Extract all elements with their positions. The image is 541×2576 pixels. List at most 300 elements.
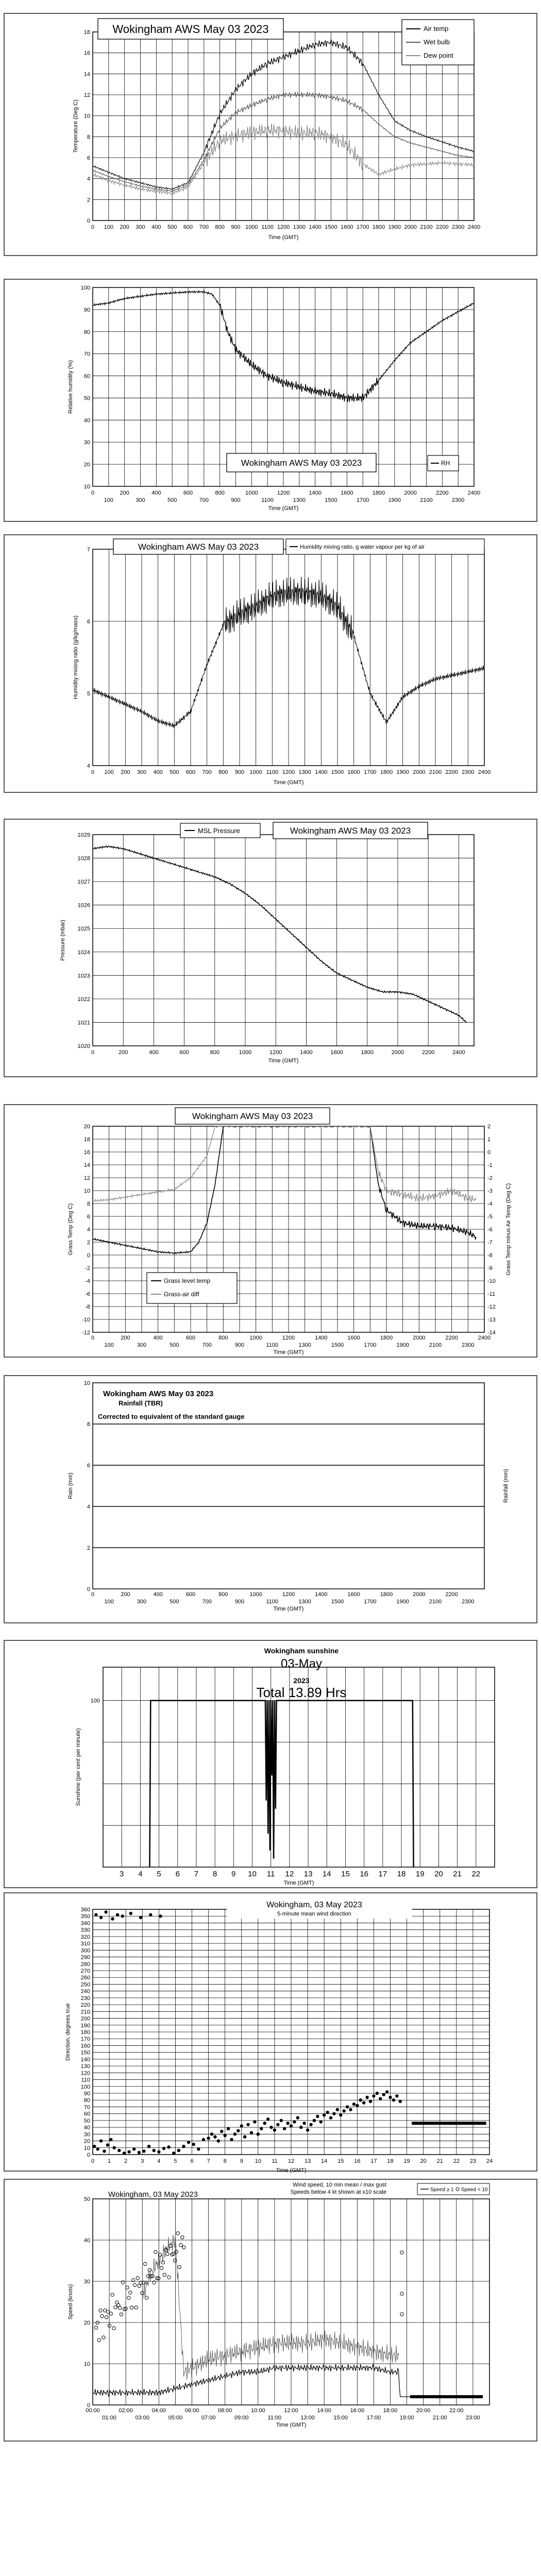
- data-point: [336, 2108, 339, 2111]
- x-tick-label: 1700: [364, 1599, 377, 1605]
- x-tick-label: 400: [153, 1591, 163, 1598]
- x-tick-label: 1700: [356, 497, 369, 503]
- y-axis-label: Direction, degrees true: [65, 2003, 71, 2061]
- x-tick-label: 800: [218, 1335, 228, 1341]
- x-tick-label: 21:00: [432, 2415, 447, 2421]
- data-point: [113, 2146, 116, 2149]
- y-tick-label: 1025: [77, 926, 90, 933]
- data-point: [127, 2150, 130, 2154]
- data-point: [129, 1912, 132, 1915]
- data-point: [299, 2126, 302, 2129]
- x-tick-label: 1800: [380, 1335, 393, 1341]
- x-tick-label: 1900: [396, 1342, 409, 1348]
- y-tick-label: -12: [82, 1330, 90, 1336]
- y-tick-label: 30: [83, 439, 90, 446]
- legend-label: Speed ≥ 1: [430, 2187, 454, 2193]
- x-tick-label: 2: [124, 2158, 128, 2164]
- x-tick-label: 2400: [452, 1049, 465, 1056]
- chart-subtitle: Wind speed, 10 min mean / max gust: [293, 2182, 386, 2188]
- data-point: [149, 1913, 152, 1916]
- y-tick-label: 1024: [77, 949, 90, 956]
- data-point: [276, 2123, 279, 2126]
- y-tick-label: 50: [83, 2196, 90, 2202]
- x-tick-label: 2000: [404, 224, 417, 230]
- y-tick-label: 280: [80, 1961, 90, 1968]
- y-tick-label: 20: [83, 2320, 90, 2326]
- x-tick-label: 2100: [429, 1599, 442, 1605]
- y-tick-label: 0: [87, 1586, 90, 1592]
- x-tick-label: 1400: [300, 1049, 313, 1056]
- y-tick-label: 200: [80, 2015, 90, 2022]
- data-point: [213, 2135, 216, 2138]
- data-point: [157, 2150, 160, 2154]
- y-tick-label: 30: [83, 2279, 90, 2285]
- y-axis-label: Sunshine (per cent per minute): [75, 1728, 81, 1806]
- x-tick-label: 800: [210, 1049, 219, 1056]
- sunshine-chart: [0, 1638, 541, 1891]
- x-tick-label: 1000: [239, 1049, 252, 1056]
- x-tick-label: 2300: [462, 1599, 475, 1605]
- y-tick-label: 80: [83, 329, 90, 335]
- x-tick-label: 200: [120, 224, 129, 230]
- chart-title: Wokingham AWS May 03 2023: [112, 22, 269, 36]
- x-tick-label: 11:00: [267, 2415, 282, 2421]
- x-tick-label: 1800: [372, 490, 385, 496]
- x-tick-label: 1500: [331, 1599, 344, 1605]
- x-tick-label: 22:00: [449, 2408, 464, 2414]
- x-tick-label: 12: [285, 1870, 294, 1878]
- data-point: [326, 2111, 329, 2114]
- y-tick-label: -11: [487, 1291, 496, 1297]
- chart-title: Wokingham AWS May 03 2023: [138, 542, 259, 552]
- y2-axis-label: Grass Temp minus Air Temp (Deg C): [505, 1183, 512, 1276]
- x-tick-label: 1700: [364, 1342, 377, 1348]
- y-tick-label: 20: [83, 462, 90, 468]
- legend-label: Grass-air diff: [164, 1291, 199, 1298]
- data-point: [388, 2096, 392, 2099]
- data-point: [117, 2149, 121, 2152]
- data-point: [323, 2113, 326, 2116]
- x-tick-label: 300: [137, 1599, 147, 1605]
- data-point: [223, 2134, 226, 2137]
- y-tick-label: 12: [83, 92, 90, 98]
- x-tick-label: 5: [157, 1870, 161, 1878]
- data-point: [93, 2145, 96, 2148]
- wind-direction-chart: [0, 1891, 541, 2179]
- y-tick-label: 6: [87, 1463, 90, 1469]
- data-point: [379, 2097, 382, 2100]
- y-tick-label: 310: [80, 1941, 90, 1947]
- data-point: [202, 2138, 205, 2141]
- x-tick-label: 2100: [429, 769, 442, 775]
- x-axis-label: Time (GMT): [273, 1606, 304, 1612]
- x-tick-label: 1600: [330, 1049, 343, 1056]
- x-tick-label: 11: [266, 1870, 275, 1878]
- y-tick-label: 0: [87, 2402, 90, 2409]
- y-tick-label: 10: [83, 484, 90, 490]
- y-axis-label: Grass Temp (Deg C): [67, 1203, 74, 1256]
- chart-annotation: Corrected to equivalent of the standard gauge: [98, 1413, 245, 1420]
- x-tick-label: 1400: [315, 769, 328, 775]
- x-tick-label: 800: [218, 769, 228, 775]
- y-tick-label: 240: [80, 1988, 90, 1995]
- y-tick-label: 70: [83, 2104, 90, 2111]
- x-tick-label: 18:00: [383, 2408, 398, 2414]
- y-tick-label: 2: [87, 197, 90, 204]
- x-tick-label: 1800: [380, 769, 393, 775]
- x-tick-label: 2200: [436, 490, 449, 496]
- y-tick-label: -13: [487, 1317, 496, 1323]
- y-tick-label: 150: [80, 2049, 90, 2056]
- y-tick-label: 90: [83, 2091, 90, 2097]
- y-tick-label: 1021: [77, 1020, 90, 1026]
- y-axis-label: Pressure (mbar): [60, 920, 66, 961]
- legend-label: Wet bulb: [424, 38, 450, 46]
- x-tick-label: 1900: [396, 769, 409, 775]
- x-tick-label: 1000: [245, 490, 258, 496]
- data-point: [349, 2108, 352, 2111]
- x-tick-label: 2000: [404, 490, 417, 496]
- x-tick-label: 400: [153, 769, 163, 775]
- x-tick-label: 0: [91, 2158, 95, 2164]
- y-tick-label: 10: [83, 2145, 90, 2151]
- data-point: [260, 2127, 263, 2130]
- y-tick-label: -4: [85, 1278, 90, 1284]
- y-tick-label: -2: [85, 1265, 90, 1272]
- data-point: [210, 2132, 213, 2136]
- x-tick-label: 13:00: [300, 2415, 315, 2421]
- data-point: [99, 2139, 103, 2142]
- data-point: [147, 2145, 150, 2148]
- y-tick-label: 4: [87, 1227, 90, 1233]
- y-axis-label: Relative humidity (%): [67, 360, 74, 414]
- x-tick-label: 1600: [347, 1335, 360, 1341]
- data-point: [253, 2120, 256, 2123]
- x-tick-label: 7: [194, 1870, 199, 1878]
- x-tick-label: 2400: [478, 1335, 491, 1341]
- chart-subtitle: 5-minute mean wind direction: [277, 1911, 351, 1917]
- x-tick-label: 21: [436, 2158, 443, 2164]
- x-tick-label: 13: [304, 2158, 311, 2164]
- y-tick-label: 1028: [77, 855, 90, 862]
- x-tick-label: 23: [469, 2158, 477, 2164]
- x-tick-label: 100: [104, 497, 114, 503]
- x-tick-label: 16: [360, 1870, 369, 1878]
- x-axis-label: Time (GMT): [268, 234, 299, 241]
- data-point: [365, 2096, 368, 2099]
- grass-temp-chart: [0, 1087, 541, 1365]
- y-tick-label: 0: [87, 1252, 90, 1259]
- x-tick-label: 900: [234, 769, 245, 775]
- x-tick-label: 1400: [309, 224, 322, 230]
- x-tick-label: 19: [415, 1870, 425, 1878]
- data-point: [177, 2149, 180, 2152]
- x-tick-label: 1600: [347, 769, 360, 775]
- y-tick-label: 6: [87, 1214, 90, 1220]
- y-tick-label: 1026: [77, 902, 90, 909]
- y-tick-label: 270: [80, 1968, 90, 1974]
- x-tick-label: 1100: [266, 1599, 279, 1605]
- x-tick-label: 1100: [261, 224, 274, 230]
- data-point: [376, 2092, 379, 2095]
- y-tick-label: 0: [87, 218, 90, 224]
- x-tick-label: 7: [207, 2158, 210, 2164]
- y-tick-label: -4: [487, 1201, 493, 1207]
- x-tick-label: 1600: [347, 1591, 360, 1598]
- humidity-chart: [0, 268, 541, 531]
- y-tick-label: -8: [487, 1252, 493, 1259]
- data-point: [329, 2116, 332, 2119]
- data-point: [116, 1913, 119, 1916]
- x-tick-label: 1900: [388, 497, 401, 503]
- wind-speed-chart: [0, 2179, 541, 2447]
- x-tick-label: 01:00: [102, 2415, 116, 2421]
- y-tick-label: 0: [87, 2152, 90, 2158]
- pressure-chart: [0, 809, 541, 1087]
- y-tick-label: 80: [83, 2097, 90, 2104]
- data-point: [162, 2147, 165, 2150]
- x-tick-label: 1500: [331, 1342, 344, 1348]
- y-tick-label: 340: [80, 1920, 90, 1927]
- y-tick-label: 10: [83, 113, 90, 120]
- x-tick-label: 400: [151, 490, 161, 496]
- x-tick-label: 2200: [445, 1591, 458, 1598]
- x-axis-label: Time (GMT): [276, 2422, 307, 2428]
- data-point: [243, 2135, 246, 2138]
- chart-title: Wokingham, 03 May 2023: [266, 1901, 362, 1909]
- x-tick-label: 2100: [420, 497, 433, 503]
- data-point: [246, 2123, 249, 2126]
- x-tick-label: 3: [141, 2158, 144, 2164]
- y-tick-label: -5: [487, 1214, 493, 1220]
- y-tick-label: 7: [87, 547, 90, 553]
- y-tick-label: 180: [80, 2029, 90, 2036]
- y-tick-label: 40: [83, 417, 90, 424]
- data-point: [197, 2147, 200, 2150]
- data-point: [372, 2094, 375, 2097]
- x-tick-label: 1100: [266, 769, 279, 775]
- x-tick-label: 13: [303, 1870, 313, 1878]
- data-point: [266, 2117, 269, 2121]
- y-tick-label: 130: [80, 2063, 90, 2070]
- y-tick-label: 50: [83, 2117, 90, 2124]
- x-tick-label: 14: [321, 2158, 328, 2164]
- x-tick-label: 2200: [436, 224, 449, 230]
- x-tick-label: 23:00: [466, 2415, 480, 2421]
- chart-title: Wokingham AWS May 03 2023: [290, 826, 411, 836]
- data-point: [138, 2151, 141, 2154]
- x-tick-label: 05:00: [168, 2415, 183, 2421]
- x-tick-label: 9: [240, 2158, 243, 2164]
- data-point: [103, 2149, 106, 2153]
- y-tick-label: 1: [487, 1137, 491, 1143]
- x-tick-label: 17: [378, 1870, 387, 1878]
- x-tick-label: 21: [453, 1870, 462, 1878]
- y-tick-label: 20: [83, 1124, 90, 1130]
- data-point: [111, 1917, 114, 1920]
- x-tick-label: 1000: [245, 224, 258, 230]
- x-tick-label: 10: [255, 2158, 261, 2164]
- y-tick-label: 100: [80, 285, 90, 291]
- x-tick-label: 1100: [266, 1342, 279, 1348]
- x-tick-label: 0: [91, 1591, 95, 1598]
- x-tick-label: 03:00: [135, 2415, 150, 2421]
- x-tick-label: 200: [121, 1335, 130, 1341]
- x-tick-label: 900: [231, 497, 241, 503]
- y-tick-label: 16: [83, 1149, 90, 1156]
- x-tick-label: 2400: [478, 769, 491, 775]
- x-tick-label: 1200: [282, 769, 295, 775]
- y-tick-label: 10: [83, 2361, 90, 2367]
- x-tick-label: 3: [120, 1870, 124, 1878]
- x-tick-label: 1200: [269, 1049, 282, 1056]
- pressure-chart-panel: [0, 809, 541, 1087]
- data-point: [94, 1913, 97, 1916]
- x-tick-label: 22: [471, 1870, 481, 1878]
- data-point: [302, 2122, 306, 2125]
- x-tick-label: 1700: [364, 769, 377, 775]
- chart-subtitle: Rainfall (TBR): [119, 1399, 163, 1407]
- data-point: [132, 2147, 136, 2150]
- data-point: [399, 2100, 402, 2103]
- data-point: [109, 2138, 112, 2141]
- x-tick-label: 20:00: [416, 2408, 431, 2414]
- data-point: [123, 2151, 126, 2155]
- y-tick-label: 60: [83, 373, 90, 380]
- y-tick-label: -3: [487, 1188, 493, 1194]
- x-tick-label: 1500: [331, 769, 344, 775]
- y-tick-label: 70: [83, 351, 90, 358]
- chart-title: Wokingham AWS May 03 2023: [192, 1111, 313, 1122]
- y-tick-label: 10: [83, 1188, 90, 1194]
- data-point: [233, 2132, 236, 2136]
- data-point: [309, 2123, 312, 2126]
- x-tick-label: 2000: [413, 769, 426, 775]
- temperature-chart: [0, 0, 541, 268]
- x-axis-label: Time (GMT): [268, 1058, 299, 1064]
- y-tick-label: 100: [80, 2083, 90, 2090]
- x-tick-label: 1800: [380, 1591, 393, 1598]
- data-point: [220, 2130, 223, 2133]
- x-tick-label: 600: [179, 1049, 189, 1056]
- y-tick-label: 330: [80, 1927, 90, 1934]
- y-tick-label: 1027: [77, 879, 90, 886]
- x-tick-label: 00:00: [86, 2408, 100, 2414]
- x-tick-label: 6: [175, 1870, 180, 1878]
- x-tick-label: 1300: [298, 1599, 311, 1605]
- data-point: [280, 2119, 283, 2122]
- wind-direction-chart-panel: [0, 1891, 541, 2179]
- x-tick-label: 18: [387, 2158, 394, 2164]
- y-tick-label: -10: [82, 1317, 90, 1323]
- x-tick-label: 2000: [413, 1591, 426, 1598]
- y-tick-label: 5: [87, 691, 90, 697]
- x-tick-label: 400: [153, 1335, 163, 1341]
- x-tick-label: 900: [231, 224, 241, 230]
- x-tick-label: 4: [138, 1870, 143, 1878]
- data-point: [217, 2139, 220, 2142]
- data-point: [385, 2090, 388, 2093]
- x-tick-label: 8: [212, 1870, 217, 1878]
- x-tick-label: 300: [136, 497, 145, 503]
- x-tick-label: 1: [108, 2158, 111, 2164]
- y-tick-label: -10: [487, 1278, 496, 1284]
- x-tick-label: 20: [434, 1870, 443, 1878]
- y-tick-label: 14: [83, 1162, 90, 1168]
- legend-label: MSL Pressure: [198, 827, 240, 835]
- y-tick-label: 4: [87, 763, 90, 769]
- data-point: [352, 2103, 356, 2106]
- panel-frame: [4, 2179, 537, 2441]
- data-point: [192, 2143, 195, 2146]
- y-tick-label: 18: [83, 29, 90, 36]
- x-tick-label: 200: [119, 1049, 128, 1056]
- y-axis-label: Speed (knots): [67, 2284, 74, 2320]
- y-tick-label: 8: [87, 134, 90, 141]
- x-tick-label: 400: [149, 1049, 159, 1056]
- x-axis-label: Time (GMT): [283, 1880, 314, 1886]
- x-tick-label: 700: [202, 1342, 212, 1348]
- x-tick-label: 2000: [413, 1335, 426, 1341]
- x-tick-label: 100: [104, 1342, 114, 1348]
- y-tick-label: 320: [80, 1934, 90, 1940]
- data-point: [263, 2122, 266, 2125]
- x-tick-label: 100: [104, 769, 114, 775]
- x-axis-label: Time (GMT): [273, 779, 304, 786]
- x-tick-label: 1300: [298, 769, 311, 775]
- y-tick-label: -7: [487, 1240, 493, 1246]
- chart-year: 2023: [293, 1676, 310, 1685]
- x-tick-label: 1700: [356, 224, 369, 230]
- data-point: [250, 2131, 253, 2134]
- y-tick-label: 6: [87, 155, 90, 161]
- chart-date: 03-May: [280, 1657, 323, 1671]
- legend-label: Grass level temp: [164, 1277, 211, 1284]
- x-tick-label: 300: [137, 769, 147, 775]
- x-tick-label: 14: [322, 1870, 331, 1878]
- y-tick-label: 190: [80, 2022, 90, 2029]
- x-tick-label: 700: [202, 769, 212, 775]
- y-tick-label: 2: [487, 1124, 491, 1130]
- data-point: [339, 2113, 342, 2116]
- x-tick-label: 18: [397, 1870, 406, 1878]
- x-tick-label: 5: [174, 2158, 177, 2164]
- data-point: [286, 2122, 289, 2125]
- data-point: [319, 2120, 323, 2123]
- data-point: [121, 1914, 124, 1918]
- y-tick-label: 60: [83, 2111, 90, 2117]
- y-tick-label: 1020: [77, 1043, 90, 1049]
- legend-label: Dew point: [424, 52, 453, 59]
- x-tick-label: 22: [453, 2158, 460, 2164]
- y-tick-label: -12: [487, 1304, 496, 1310]
- x-tick-label: 600: [185, 1335, 196, 1341]
- y-tick-label: 8: [87, 1201, 90, 1207]
- legend-label: Speed < 10: [461, 2187, 488, 2193]
- y-tick-label: -2: [487, 1175, 493, 1181]
- data-point: [142, 2149, 145, 2153]
- data-point: [182, 2145, 185, 2148]
- y-tick-label: 120: [80, 2070, 90, 2077]
- data-point: [382, 2093, 385, 2096]
- x-tick-label: 700: [199, 497, 209, 503]
- data-point: [332, 2112, 335, 2115]
- x-tick-label: 12: [288, 2158, 295, 2164]
- x-tick-label: 1100: [261, 497, 274, 503]
- y-tick-label: 40: [83, 2238, 90, 2244]
- data-point: [316, 2115, 319, 2118]
- humidity-chart-panel: [0, 268, 541, 531]
